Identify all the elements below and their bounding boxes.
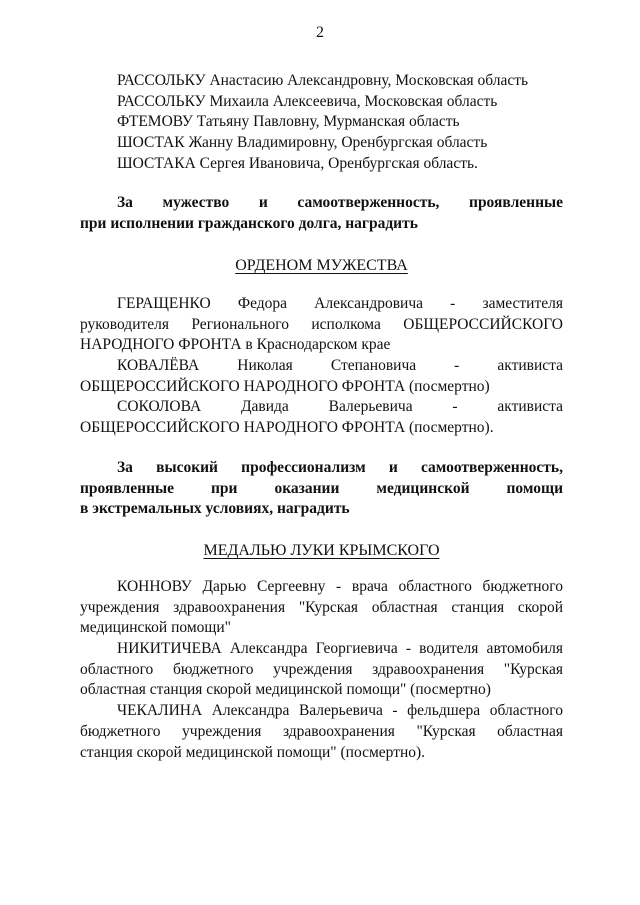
list-item: ШОСТАК Жанну Владимировну, Оренбургская область (117, 134, 488, 152)
entry-line: ЧЕКАЛИНА Александра Валерьевича - фельдшера областного (117, 702, 563, 720)
entry-line: ОБЩЕРОССИЙСКОГО НАРОДНОГО ФРОНТА (посмертно) (80, 377, 490, 395)
intro-line: при исполнении гражданского долга, наградить (80, 214, 418, 232)
entry-line: НАРОДНОГО ФРОНТА в Краснодарском крае (80, 336, 391, 354)
section2-intro (80, 458, 563, 520)
section1-intro (80, 193, 563, 234)
section1-entries (80, 294, 563, 439)
intro-line: в экстремальных условиях, наградить (80, 500, 350, 518)
entry-line: КОВАЛЁВА Николая Степановича - активиста (117, 357, 563, 375)
entry-line: учреждения здравоохранения "Курская областная станция скорой (80, 598, 563, 616)
entry-line: медицинской помощи" (80, 619, 231, 637)
entry-line: бюджетного учреждения здравоохранения "Курская областная (80, 722, 563, 740)
award-title: МЕДАЛЬЮ ЛУКИ КРЫМСКОГО (203, 542, 440, 559)
intro-line: За высокий профессионализм и самоотверженность, (117, 459, 563, 476)
list-item: ФТЕМОВУ Татьяну Павловну, Мурманская область (117, 113, 460, 131)
award-title: ОРДЕНОМ МУЖЕСТВА (235, 257, 408, 274)
entry-line: станция скорой медицинской помощи" (посмертно). (80, 743, 426, 761)
entry-line: ОБЩЕРОССИЙСКОГО НАРОДНОГО ФРОНТА (посмертно). (80, 419, 494, 437)
list-item: ШОСТАКА Сергея Ивановича, Оренбургская область. (117, 154, 478, 172)
page-number: 2 (316, 24, 324, 41)
intro-line: За мужество и самоотверженность, проявленные (117, 194, 563, 211)
awardee-list-continued (80, 71, 563, 174)
entry-line: областного бюджетного учреждения здравоохранения "Курская (80, 660, 563, 678)
entry-line: областная станция скорой медицинской помощи" (посмертно) (80, 681, 491, 699)
entry-line: СОКОЛОВА Давида Валерьевича - активиста (117, 398, 563, 416)
list-item: РАССОЛЬКУ Михаила Алексеевича, Московская область (117, 92, 498, 110)
entry-line: руководителя Регионального исполкома ОБЩЕРОССИЙСКОГО (80, 315, 563, 333)
award-heading-luka-krymsky-medal (80, 541, 563, 561)
intro-line: проявленные при оказании медицинской помощи (80, 479, 563, 497)
entry-line: ГЕРАЩЕНКО Федора Александровича - заместителя (117, 295, 563, 312)
section2-entries (80, 577, 563, 763)
entry-line: НИКИТИЧЕВА Александра Георгиевича - водителя автомобиля (117, 640, 563, 658)
award-heading-order-of-courage (80, 256, 563, 276)
entry-line: КОННОВУ Дарью Сергеевну - врача областного бюджетного (117, 578, 563, 595)
list-item: РАССОЛЬКУ Анастасию Александровну, Московская область (117, 72, 529, 89)
